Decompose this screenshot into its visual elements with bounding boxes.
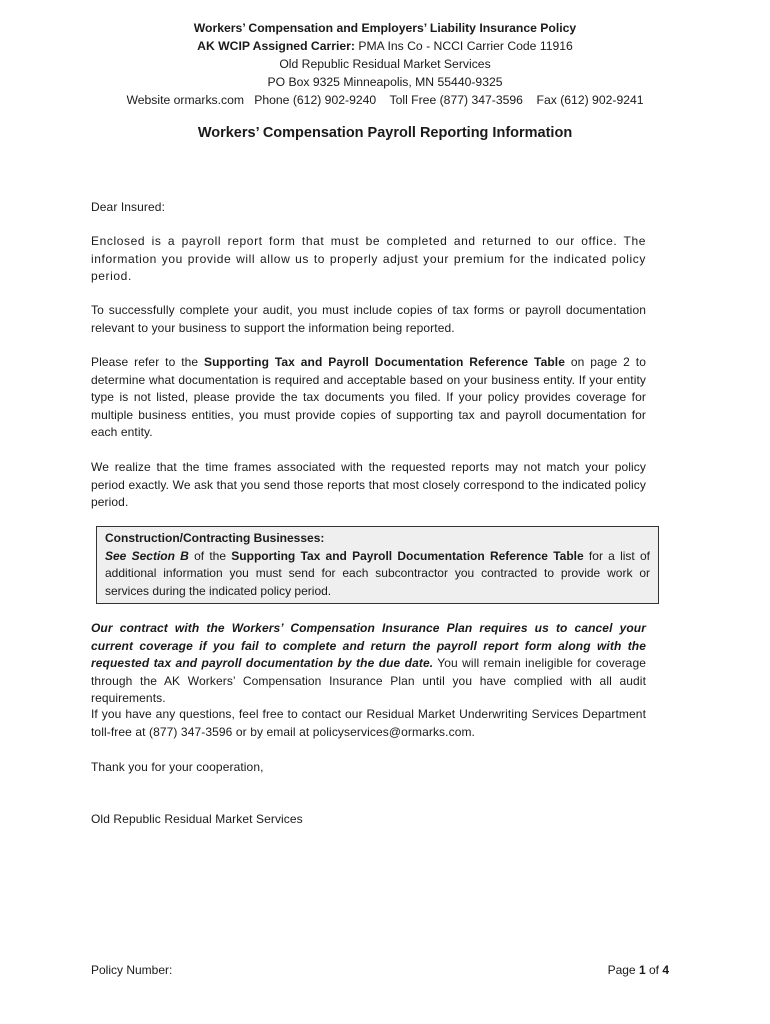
document-header bbox=[0, 19, 770, 109]
construction-callout-box bbox=[96, 526, 659, 604]
salutation-text: Dear Insured: bbox=[91, 200, 166, 214]
paragraph-enclosed bbox=[91, 233, 646, 286]
header-address: PO Box 9325 Minneapolis, MN 55440-9325 bbox=[267, 75, 503, 89]
closing bbox=[91, 759, 646, 777]
page-label: Page bbox=[607, 963, 639, 977]
paragraph-audit-text: To successfully complete your audit, you must include copies of tax forms or payroll documentation relevant to your business to support the information being reported. bbox=[91, 303, 646, 335]
signature bbox=[91, 811, 646, 829]
page-of: of bbox=[645, 963, 663, 977]
p3-table-name: Supporting Tax and Payroll Documentation Reference Table bbox=[204, 355, 565, 369]
salutation bbox=[91, 199, 646, 217]
callout-rest: for a list of additional information you must send for each subcontractor you contracted to provide work or services during the indicated policy period. bbox=[105, 548, 651, 598]
callout-of: of the bbox=[188, 548, 232, 563]
paragraph-time-frames-text: We realize that the time frames associated with the requested reports may not match your policy period exactly. We ask that you send those reports that most closely correspond to the indicated policy period. bbox=[91, 460, 646, 510]
cancellation-warning: Our contract with the Workers’ Compensation Insurance Plan requires us to cancel your current coverage if you fail to complete and return the payroll report form along with the requested tax and payroll documentation by the due date. bbox=[91, 621, 646, 671]
page-current: 1 bbox=[638, 963, 646, 977]
header-policy-title: Workers’ Compensation and Employers’ Liability Insurance Policy bbox=[193, 21, 577, 35]
callout-table-name: Supporting Tax and Payroll Documentation Reference Table bbox=[231, 548, 584, 563]
closing-text: Thank you for your cooperation, bbox=[91, 760, 264, 774]
p3-rest: on page 2 to determine what documentation is required and acceptable based on your business entity. If your entity type is not listed, please provide the tax documents you filed. If your policy provides coverage for multiple business entities, you must provide copies of supporting tax and payroll documentation for each entity. bbox=[91, 355, 646, 440]
signature-text: Old Republic Residual Market Services bbox=[91, 812, 303, 826]
paragraph-cancellation bbox=[91, 620, 646, 708]
cancellation-rest: You will remain ineligible for coverage through the AK Workers’ Compensation Insurance Plan until you have complied with all audit requirements. bbox=[91, 656, 646, 706]
p3-lead: Please refer to the bbox=[91, 355, 205, 369]
paragraph-audit bbox=[91, 302, 646, 337]
paragraph-reference-table-text bbox=[91, 354, 646, 442]
paragraph-enclosed-text: Enclosed is a payroll report form that must be completed and returned to our office. The information you provide will allow us to properly adjust your premium for the indicated policy period. bbox=[91, 234, 646, 284]
page-total: 4 bbox=[662, 963, 669, 977]
header-carrier-value: PMA Ins Co - NCCI Carrier Code 11916 bbox=[358, 39, 573, 53]
header-contact-line: Website ormarks.com Phone (612) 902-9240 Toll Free (877) 347-3596 Fax (612) 902-9241 bbox=[126, 93, 644, 107]
paragraph-questions bbox=[91, 706, 646, 741]
callout-heading: Construction/Contracting Businesses: bbox=[105, 531, 325, 545]
header-carrier-line bbox=[0, 37, 770, 55]
header-carrier-label: AK WCIP Assigned Carrier: bbox=[197, 39, 355, 53]
paragraph-cancellation-text bbox=[91, 620, 646, 708]
page-title: Workers’ Compensation Payroll Reporting Information bbox=[197, 125, 573, 141]
paragraph-questions-text: If you have any questions, feel free to contact our Residual Market Underwriting Services Department toll-free at (877) 347-3596 or by email at policyservices@ormarks.com. bbox=[91, 707, 646, 739]
policy-number-label: Policy Number: bbox=[91, 963, 173, 977]
paragraph-time-frames bbox=[91, 459, 646, 512]
header-company-name: Old Republic Residual Market Services bbox=[279, 57, 491, 71]
callout-body bbox=[105, 548, 650, 601]
page-indicator bbox=[608, 963, 669, 977]
paragraph-reference-table bbox=[91, 354, 646, 442]
callout-section-ref: See Section B bbox=[105, 548, 189, 563]
